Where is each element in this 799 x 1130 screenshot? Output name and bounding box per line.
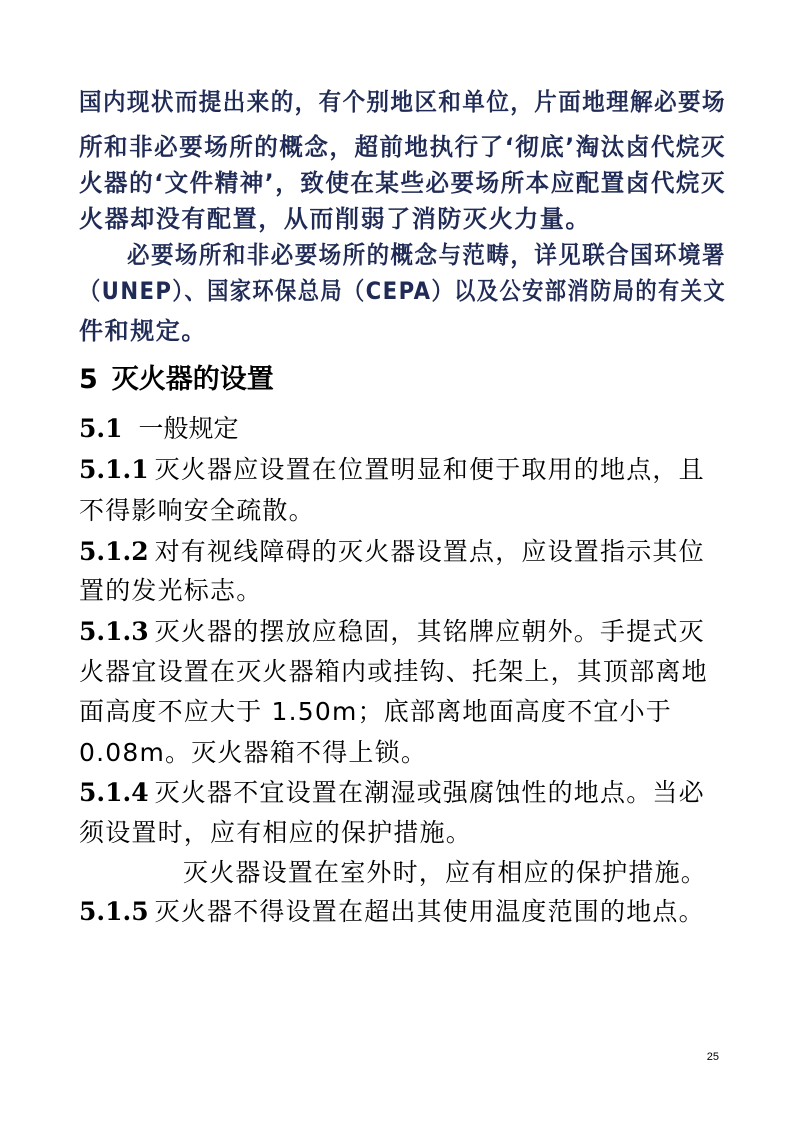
commentary-line: 火器却没有配置，从而削弱了消防灭火力量。 xyxy=(79,205,591,233)
clause-text-line: 灭火器设置在室外时，应有相应的保护措施。 xyxy=(183,858,708,887)
clause-text-line: 0.08m。灭火器箱不得上锁。 xyxy=(79,738,428,767)
commentary-line: 所和非必要场所的概念，超前地执行了‘彻底’淘汰卤代烷灭 xyxy=(79,133,727,161)
subsection-title: 一般规定 xyxy=(138,414,239,443)
commentary-line: 件和规定。 xyxy=(79,317,207,345)
subsection-number: 5.1 xyxy=(79,414,123,443)
clause-5-1-4 xyxy=(79,773,705,809)
clause-5-1-2 xyxy=(79,532,705,568)
clause-5-1-1 xyxy=(79,450,705,486)
clause-text-line: 面高度不应大于 1.50m；底部离地面高度不宜小于 xyxy=(79,697,672,726)
clause-text-line: 须设置时，应有相应的保护措施。 xyxy=(79,818,473,847)
clause-number: 5.1.5 xyxy=(79,897,149,926)
clause-number: 5.1.1 xyxy=(79,455,149,484)
clause-text: 灭火器不得设置在超出其使用温度范围的地点。 xyxy=(154,897,705,926)
clause-text: 灭火器不宜设置在潮湿或强腐蚀性的地点。当必 xyxy=(154,778,705,807)
commentary-line: 火器的‘文件精神’，致使在某些必要场所本应配置卤代烷灭 xyxy=(79,169,727,197)
clause-text: 灭火器应设置在位置明显和便于取用的地点，且 xyxy=(154,455,705,484)
clause-number: 5.1.2 xyxy=(79,537,149,566)
clause-number: 5.1.4 xyxy=(79,778,149,807)
clause-text-line: 火器宜设置在灭火器箱内或挂钩、托架上，其顶部离地 xyxy=(79,657,708,686)
clause-text: 灭火器的摆放应稳固，其铭牌应朝外。手提式灭 xyxy=(154,617,705,646)
clause-number: 5.1.3 xyxy=(79,617,149,646)
section-heading xyxy=(79,357,274,396)
section-number: 5 xyxy=(79,364,98,395)
subsection-heading xyxy=(79,409,239,445)
section-title: 灭火器的设置 xyxy=(111,364,274,395)
commentary-line: 国内现状而提出来的，有个别地区和单位，片面地理解必要场 xyxy=(79,88,726,116)
commentary-line: 必要场所和非必要场所的概念与范畴，详见联合国环境署 xyxy=(127,241,726,269)
clause-5-1-5 xyxy=(79,892,705,928)
clause-5-1-3 xyxy=(79,612,705,648)
clause-text-line: 不得影响安全疏散。 xyxy=(79,496,315,525)
clause-text-line: 置的发光标志。 xyxy=(79,576,263,605)
clause-text: 对有视线障碍的灭火器设置点，应设置指示其位 xyxy=(154,537,705,566)
commentary-line: （UNEP）、国家环保总局（CEPA）以及公安部消防局的有关文 xyxy=(79,277,726,305)
page-number: 25 xyxy=(706,1051,719,1063)
